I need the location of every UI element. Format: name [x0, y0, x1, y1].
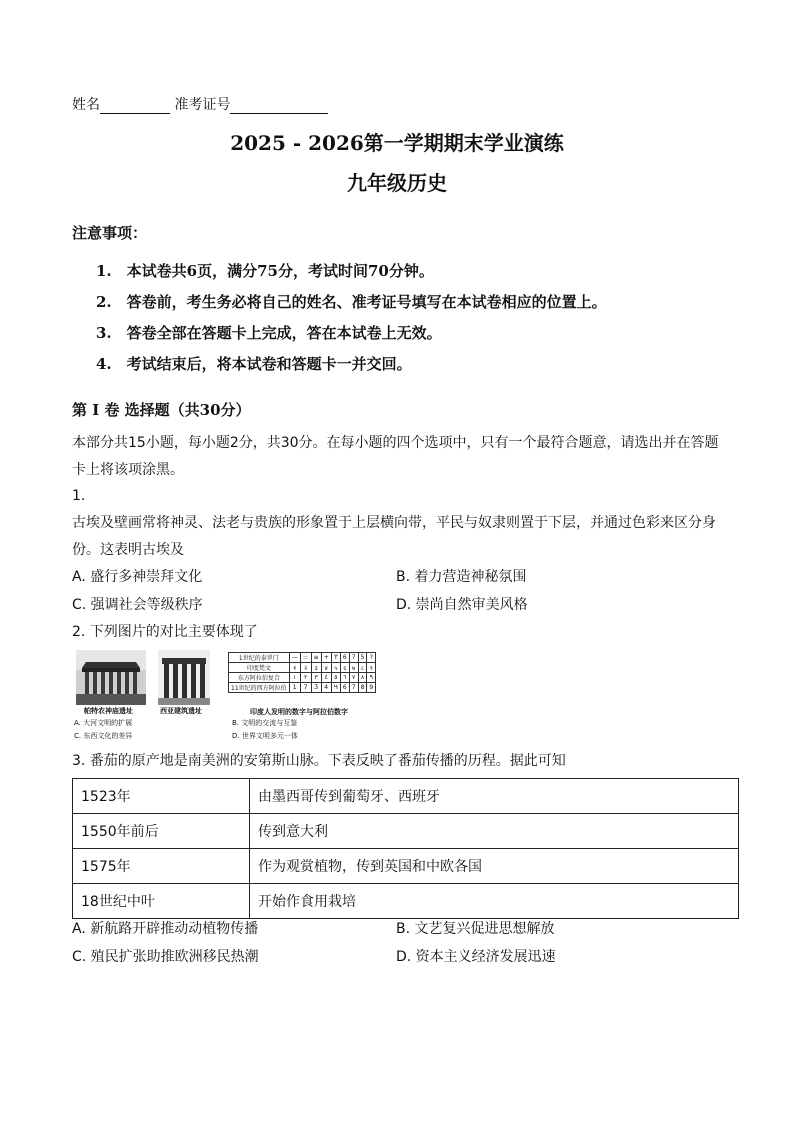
q1-number: 1. [72, 488, 86, 504]
numerals-cell: ८ [358, 663, 367, 673]
numerals-cell: Ч [331, 683, 340, 693]
numerals-cell: ≡ [311, 653, 321, 663]
numerals-cell: 6 [340, 683, 349, 693]
table-cell-event: 开始作食用栽培 [250, 884, 739, 919]
exam-id-blank[interactable] [230, 99, 328, 114]
q3-option-a[interactable]: A. 新航路开辟推动动植物传播 [72, 921, 259, 937]
table-cell-time: 1550年前后 [73, 814, 250, 849]
table-row [73, 849, 739, 884]
parthenon-image [76, 650, 146, 705]
q2-stem: 2. 下列图片的对比主要体现了 [72, 624, 258, 640]
west-asia-ruin-image [158, 650, 210, 705]
numerals-cell: 9 [367, 683, 376, 693]
numerals-cell: ९ [367, 663, 376, 673]
numerals-cell: — [289, 653, 300, 663]
numerals-cell: 7 [300, 683, 311, 693]
section-heading: 第 I 卷 选择题（共30分） [72, 401, 251, 419]
numerals-cell: ७ [349, 663, 358, 673]
numerals-cell: + [321, 653, 331, 663]
exam-header [72, 94, 328, 114]
numerals-cell: 11世纪的西方阿拉伯 [229, 683, 290, 693]
numerals-cell: ٢ [300, 673, 311, 683]
numerals-cell: ٤ [321, 673, 331, 683]
tomato-spread-table [72, 778, 739, 919]
notice-item: 4. 考试结束后，将本试卷和答题卡一并交回。 [96, 355, 412, 373]
page-title: 2025 - 2026第一学期期末学业演练 [230, 131, 564, 155]
q1-option-c[interactable]: C. 强调社会等级秩序 [72, 597, 203, 613]
numerals-cell: 印度梵文 [229, 663, 290, 673]
q2-option-a[interactable]: A. 大河文明的扩展 [74, 719, 133, 727]
numerals-cell: 6 [340, 653, 349, 663]
numerals-cell: ٥ [331, 673, 340, 683]
numerals-cell: ٩ [367, 673, 376, 683]
table-cell-time: 1523年 [73, 779, 250, 814]
table-cell-time: 1575年 [73, 849, 250, 884]
q2-option-d[interactable]: D. 世界文明多元一体 [232, 732, 298, 740]
notice-item: 3. 答卷全部在答题卡上完成，答在本试卷上无效。 [96, 324, 442, 342]
numerals-caption: 印度人发明的数字与阿拉伯数字 [250, 708, 348, 716]
numerals-row [229, 653, 376, 663]
numerals-cell: ϒ [331, 653, 340, 663]
name-blank[interactable] [100, 99, 170, 114]
numerals-cell: ٣ [311, 673, 321, 683]
numerals-cell: 4 [321, 683, 331, 693]
numerals-cell: 东方阿拉伯复合 [229, 673, 290, 683]
numerals-cell: ४ [321, 663, 331, 673]
numerals-cell: ٧ [349, 673, 358, 683]
numerals-row [229, 673, 376, 683]
page-subtitle: 九年级历史 [347, 171, 447, 195]
numerals-cell: ५ [331, 663, 340, 673]
table-cell-event: 作为观赏植物，传到英国和中欧各国 [250, 849, 739, 884]
notice-item: 2. 答卷前，考生务必将自己的姓名、准考证号填写在本试卷相应的位置上。 [96, 293, 607, 311]
table-cell-time: 18世纪中叶 [73, 884, 250, 919]
numerals-cell: ? [367, 653, 376, 663]
table-row [73, 814, 739, 849]
q1-option-a[interactable]: A. 盛行多神崇拜文化 [72, 569, 203, 585]
numerals-cell: Ʒ [311, 683, 321, 693]
q2-option-c[interactable]: C. 东西文化的差异 [74, 732, 133, 740]
numerals-cell: 8 [358, 683, 367, 693]
table-row [73, 779, 739, 814]
notice-heading: 注意事项： [72, 224, 148, 242]
numerals-row [229, 683, 376, 693]
numerals-cell: ٨ [358, 673, 367, 683]
numerals-cell: ६ [340, 663, 349, 673]
table-cell-event: 由墨西哥传到葡萄牙、西班牙 [250, 779, 739, 814]
q1-option-d[interactable]: D. 崇尚自然审美风格 [396, 597, 528, 613]
notice-item: 1. 本试卷共6页，满分75分，考试时间70分钟。 [96, 262, 434, 280]
numerals-cell: 1 [289, 683, 300, 693]
q3-option-c[interactable]: C. 殖民扩张助推欧洲移民热潮 [72, 949, 259, 965]
q1-option-b[interactable]: B. 着力营造神秘氛围 [396, 569, 527, 585]
q3-option-b[interactable]: B. 文艺复兴促进思想解放 [396, 921, 555, 937]
numerals-row [229, 663, 376, 673]
q3-stem: 3. 番茄的原产地是南美洲的安第斯山脉。下表反映了番茄传播的历程。据此可知 [72, 753, 566, 769]
section-intro: 本部分共15小题，每小题2分，共30分。在每小题的四个选项中，只有一个最符合题意，请选出并在答题 [72, 435, 719, 451]
q1-stem: 古埃及壁画常将神灵、法老与贵族的形象置于上层横向带，平民与奴隶则置于下层，并通过色彩来区分身 [72, 515, 716, 531]
numerals-cell: 5 [358, 653, 367, 663]
table-cell-event: 传到意大利 [250, 814, 739, 849]
numerals-cell: १ [289, 663, 300, 673]
numerals-cell: 7 [349, 683, 358, 693]
name-label: 姓名 [72, 97, 100, 113]
q1-stem-cont: 份。这表明古埃及 [72, 542, 184, 558]
q2-option-b[interactable]: B. 文明的交流与互鉴 [232, 719, 298, 727]
exam-id-label: 准考证号 [174, 97, 231, 113]
numerals-cell: ३ [311, 663, 321, 673]
west-asia-caption: 西亚建筑遗址 [160, 707, 202, 715]
table-row [73, 884, 739, 919]
numerals-cell: ＝ [300, 653, 311, 663]
numerals-cell: ١ [289, 673, 300, 683]
numerals-cell: ٦ [340, 673, 349, 683]
q3-option-d[interactable]: D. 资本主义经济发展迅速 [396, 949, 556, 965]
numerals-cell: २ [300, 663, 311, 673]
numerals-cell: 1世纪的泰罗门 [229, 653, 290, 663]
numerals-table [228, 652, 376, 693]
section-intro-cont: 卡上将该项涂黑。 [72, 462, 184, 478]
numerals-cell: 7 [349, 653, 358, 663]
parthenon-caption: 帕特农神庙遗址 [84, 707, 133, 715]
